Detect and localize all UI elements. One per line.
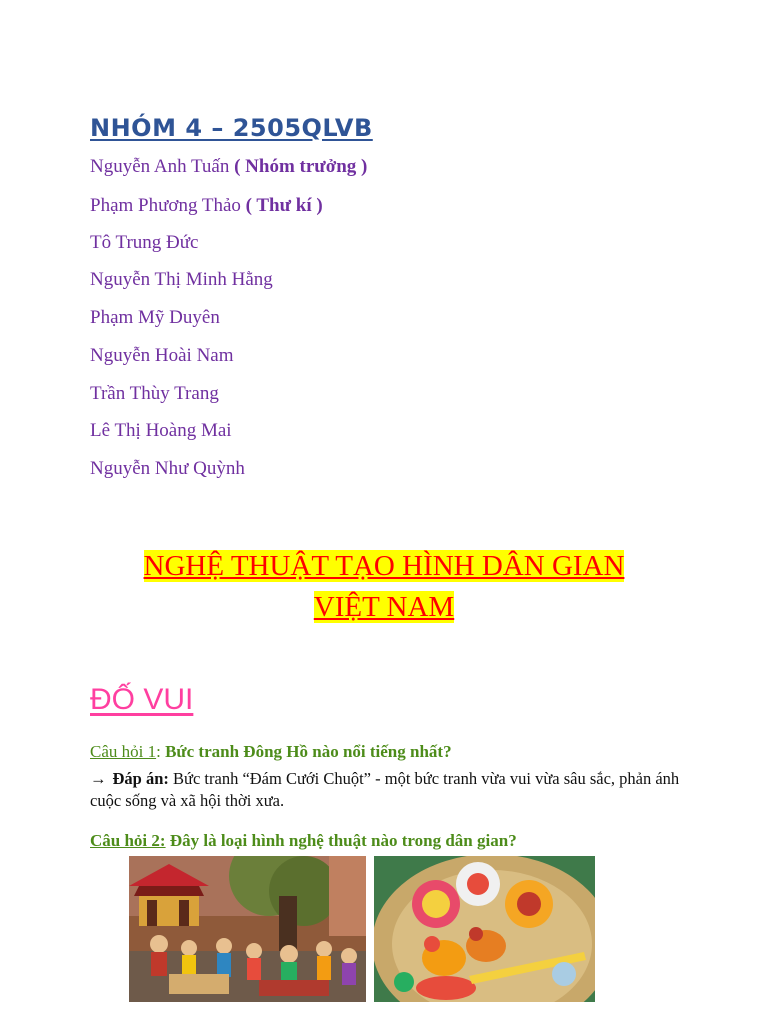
member-role: ( Nhóm trưởng ) — [234, 156, 368, 177]
member-item — [90, 232, 198, 254]
member-role: ( Thư kí ) — [245, 195, 323, 216]
riddle-section-title: ĐỐ VUI — [90, 683, 194, 716]
member-name: Nguyễn Hoài Nam — [90, 345, 234, 366]
question-2-text: Đây là loại hình nghệ thuật nào trong dân gian? — [169, 831, 517, 850]
main-title — [90, 546, 678, 628]
water-puppet-scene-image — [129, 856, 366, 1002]
member-item — [90, 383, 219, 405]
member-name: Phạm Phương Thảo — [90, 195, 241, 216]
member-name: Nguyễn Thị Minh Hằng — [90, 269, 273, 290]
main-title-line2: VIỆT NAM — [313, 591, 455, 623]
member-item — [90, 195, 323, 217]
question-1-separator: : — [156, 742, 161, 761]
question-1-label: Câu hỏi 1 — [90, 742, 157, 761]
question-1-text: Bức tranh Đông Hồ nào nổi tiếng nhất? — [165, 742, 452, 761]
member-item — [90, 269, 273, 291]
member-name: Trần Thùy Trang — [90, 383, 219, 404]
main-title-line1: NGHỆ THUẬT TẠO HÌNH DÂN GIAN — [143, 550, 625, 582]
question-2-photos — [129, 856, 595, 1002]
group-title: NHÓM 4 – 2505QLVB — [90, 114, 373, 142]
member-item — [90, 458, 245, 480]
question-1 — [90, 742, 452, 762]
answer-1 — [90, 768, 690, 812]
answer-1-label: Đáp án: — [112, 769, 169, 788]
member-name: Nguyễn Như Quỳnh — [90, 458, 245, 479]
member-item — [90, 307, 220, 329]
member-item — [90, 420, 232, 442]
member-name: Tô Trung Đức — [90, 232, 199, 253]
member-name: Phạm Mỹ Duyên — [90, 307, 220, 328]
to-he-figurines-image — [374, 856, 595, 1002]
question-2-label: Câu hỏi 2: — [90, 831, 166, 850]
photo-gap — [366, 856, 374, 1002]
answer-1-text: Bức tranh “Đám Cưới Chuột” - một bức tranh vừa vui vừa sâu sắc, phản ánh cuộc sống và xã hội thời xưa. — [90, 769, 680, 810]
member-item — [90, 156, 367, 178]
member-name: Nguyễn Anh Tuấn — [90, 156, 230, 177]
member-item — [90, 345, 234, 367]
arrow-right-icon: → — [90, 769, 107, 788]
clay-toy-photo — [374, 856, 595, 1002]
question-2 — [90, 831, 517, 851]
member-name: Lê Thị Hoàng Mai — [90, 420, 232, 441]
water-puppet-photo — [129, 856, 366, 1002]
